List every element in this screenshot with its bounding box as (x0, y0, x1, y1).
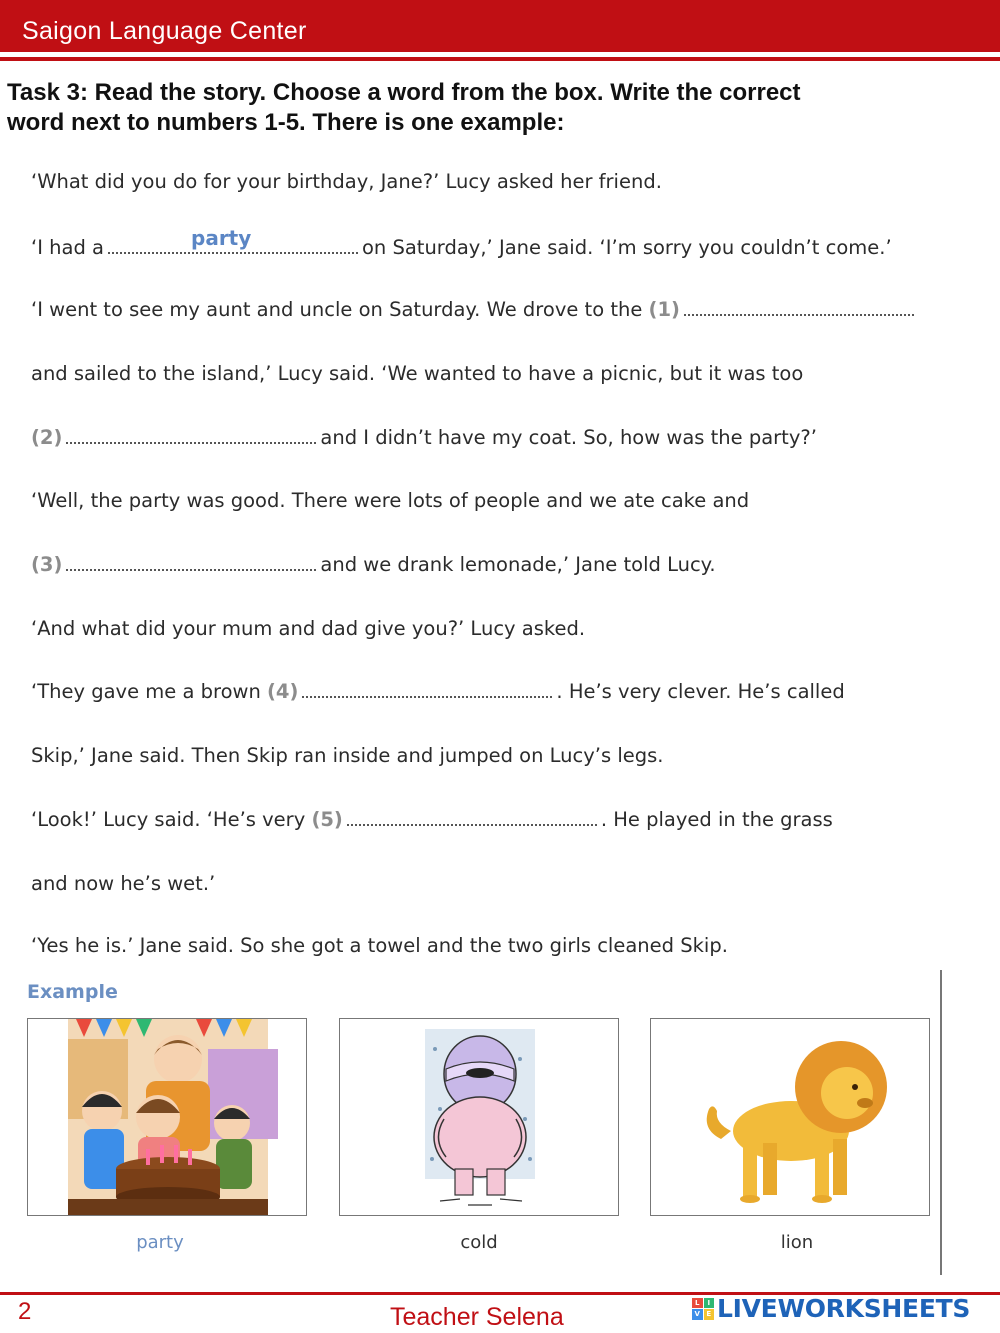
lion-icon (651, 1019, 929, 1215)
picture-party (27, 1018, 307, 1216)
blank-number-3: (3) (31, 553, 63, 576)
story-text: . He’s very clever. He’s called (556, 680, 845, 703)
story-line-6: ‘Well, the party was good. There were lots of people and we ate cake and (31, 489, 750, 512)
box-right-border (940, 970, 942, 1275)
task-instructions (7, 78, 907, 138)
story-line-8: ‘And what did your mum and dad give you?’ Lucy asked. (31, 617, 586, 640)
example-answer: party (191, 226, 252, 250)
story-text: and I didn’t have my coat. So, how was the party?’ (320, 426, 817, 449)
caption-lion: lion (780, 1232, 814, 1253)
story-text: ‘I had a (31, 236, 104, 259)
birthday-party-icon (28, 1019, 306, 1215)
story-text: ‘Look!’ Lucy said. ‘He’s very (31, 808, 306, 831)
story-text: ‘They gave me a brown (31, 680, 261, 703)
story-text: ‘I went to see my aunt and uncle on Saturday. We drove to the (31, 298, 643, 321)
answer-input-1[interactable] (758, 292, 994, 318)
picture-cold (339, 1018, 619, 1216)
header-divider (0, 57, 1000, 61)
liveworksheets-logo[interactable] (692, 1294, 970, 1323)
answer-input-3[interactable] (74, 547, 326, 573)
story-line-13: ‘Yes he is.’ Jane said. So she got a towel and the two girls cleaned Skip. (31, 934, 728, 957)
blank-number-5: (5) (311, 808, 343, 831)
story-line-4: and sailed to the island,’ Lucy said. ‘We wanted to have a picnic, but it was too (31, 362, 804, 385)
cold-person-icon (340, 1019, 618, 1215)
header-bar (0, 0, 1000, 52)
story-text: and we drank lemonade,’ Jane told Lucy. (320, 553, 716, 576)
story-line-2 (31, 236, 892, 259)
task-line-1: Task 3: Read the story. Choose a word from the box. Write the correct (7, 79, 801, 106)
logo-letter: L (692, 1298, 703, 1309)
story-text: on Saturday,’ Jane said. ‘I’m sorry you couldn’t come.’ (361, 236, 892, 259)
picture-lion (650, 1018, 930, 1216)
task-line-2: word next to numbers 1-5. There is one example: (7, 109, 565, 136)
header-title: Saigon Language Center (22, 17, 307, 45)
page-number: 2 (18, 1298, 32, 1325)
answer-input-5[interactable] (384, 802, 636, 828)
example-label: Example (27, 981, 118, 1003)
blank-number-2: (2) (31, 426, 63, 449)
caption-cold: cold (460, 1232, 498, 1253)
story-line-12: and now he’s wet.’ (31, 872, 216, 895)
caption-party: party (136, 1232, 184, 1253)
blank-number-1: (1) (648, 298, 680, 321)
liveworksheets-logo-icon (692, 1298, 714, 1320)
answer-input-2[interactable] (74, 420, 326, 446)
brand-name: LIVEWORKSHEETS (717, 1294, 971, 1323)
teacher-name: Teacher Selena (390, 1303, 564, 1331)
story-text: . He played in the grass (600, 808, 833, 831)
answer-input-4[interactable] (334, 674, 586, 700)
story-line-1: ‘What did you do for your birthday, Jane?’ Lucy asked her friend. (31, 170, 662, 193)
logo-letter: E (704, 1309, 715, 1320)
logo-letter: V (692, 1309, 703, 1320)
story-line-10: Skip,’ Jane said. Then Skip ran inside and jumped on Lucy’s legs. (31, 744, 664, 767)
logo-letter: I (704, 1298, 715, 1309)
blank-number-4: (4) (267, 680, 299, 703)
